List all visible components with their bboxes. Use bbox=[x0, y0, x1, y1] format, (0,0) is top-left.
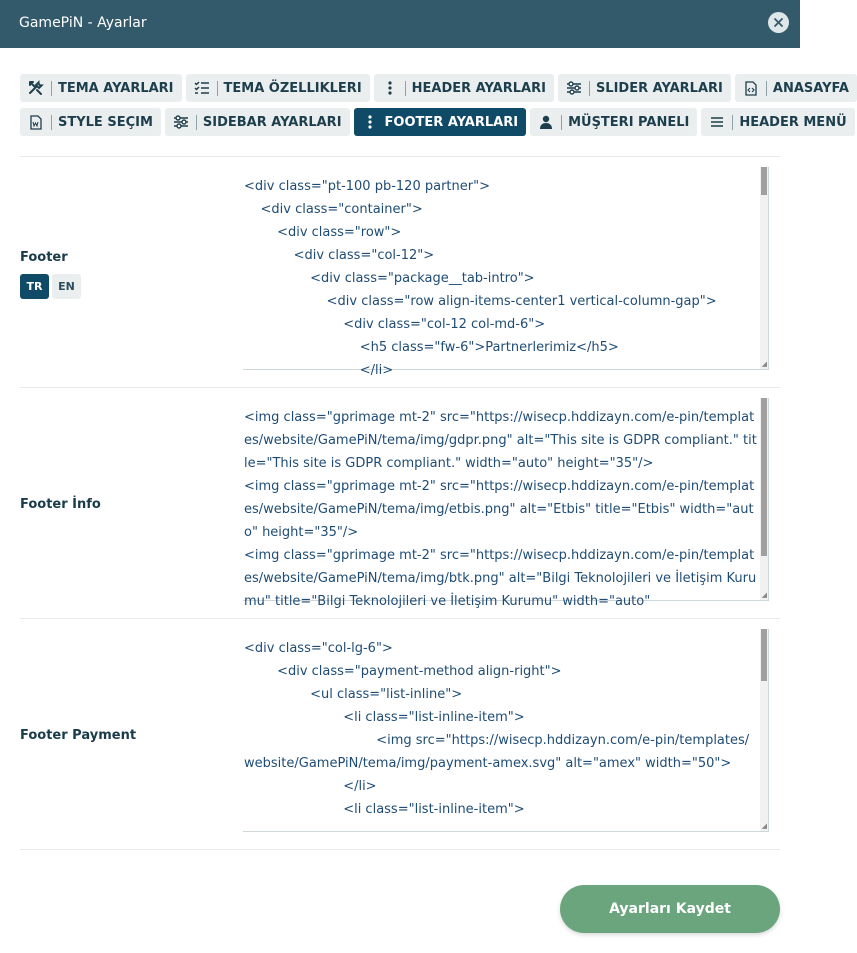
footer-info-textarea[interactable] bbox=[243, 398, 769, 609]
word-file-icon bbox=[27, 113, 45, 131]
footer-payment-code: <div class="col-lg-6"> <div class="payment-method align-right"> <ul class="list-inline"> <li class="list-inline-item"> <img src="https://wisecp.hddizayn.com/e-pin/templates/website/GamePiN/tema/img/payment-amex.svg" alt="amex" width="50"> </li> <li class="list-inline-item"> bbox=[244, 641, 750, 817]
tab-label: TEMA AYARLARI bbox=[58, 80, 174, 96]
scrollbar[interactable] bbox=[760, 167, 768, 369]
code-file-icon bbox=[742, 79, 760, 97]
tab-label: STYLE SEÇIM bbox=[58, 114, 153, 130]
tab-style-secim[interactable] bbox=[20, 108, 161, 136]
wrench-icon bbox=[27, 79, 45, 97]
divider bbox=[20, 618, 780, 619]
divider bbox=[20, 156, 780, 157]
divider bbox=[20, 849, 780, 850]
resize-grip-icon[interactable]: ◢ bbox=[761, 592, 767, 599]
lang-tr-button[interactable]: TR bbox=[20, 274, 49, 299]
resize-grip-icon[interactable]: ◢ bbox=[761, 361, 767, 368]
footer-info-code: <img class="gprimage mt-2" src="https://wisecp.hddizayn.com/e-pin/templates/website/GamePiN/tema/img/gdpr.png" alt="This site is GDPR compliant." title="This site is GDPR compliant." width="auto" height="35"/> <img class="gprimage mt-2" src="https://wisecp.hddizayn.com/e-pin/templates/website/GamePiN/tema/img/etbis.png" alt="Etbis" title="Etbis" width="auto" height="35"/> <img class="gprimage mt-2" src="https://wisecp.hddizayn.com/e-pin/templates/website/GamePiN/tema/img/btk.png" alt="Bilgi Teknolojileri ve İletişim Kurumu" title="Bilgi Teknolojileri ve İletişim Kurumu" width="auto" bbox=[244, 410, 757, 609]
footer-payment-textarea[interactable] bbox=[243, 629, 769, 832]
tab-label: HEADER MENÜ bbox=[739, 114, 847, 130]
tab-tema-ayarlari[interactable] bbox=[20, 74, 182, 102]
save-settings-button[interactable]: Ayarları Kaydet bbox=[560, 885, 780, 933]
tab-label: ANASAYFA bbox=[772, 80, 849, 96]
footer-textarea[interactable] bbox=[243, 167, 769, 378]
vertical-dots-icon bbox=[361, 113, 379, 131]
settings-tabs bbox=[20, 74, 849, 142]
tab-slider-ayarlari[interactable] bbox=[558, 74, 731, 102]
close-button[interactable] bbox=[768, 12, 789, 33]
tab-header-menu[interactable] bbox=[701, 108, 854, 136]
tab-label: HEADER AYARLARI bbox=[411, 80, 546, 96]
tab-label: SIDEBAR AYARLARI bbox=[202, 114, 342, 130]
tab-tema-ozellikleri[interactable] bbox=[186, 74, 370, 102]
divider bbox=[20, 387, 780, 388]
footer-payment-label: Footer Payment bbox=[20, 728, 137, 743]
lang-en-button[interactable]: EN bbox=[52, 274, 81, 299]
footer-info-label: Footer İnfo bbox=[20, 497, 101, 512]
window-titlebar bbox=[0, 0, 800, 48]
resize-grip-icon[interactable]: ◢ bbox=[761, 823, 767, 830]
scrollbar[interactable] bbox=[760, 629, 768, 831]
tab-footer-ayarlari[interactable] bbox=[354, 108, 527, 136]
tab-sidebar-ayarlari[interactable] bbox=[165, 108, 350, 136]
window-title: GamePiN - Ayarlar bbox=[19, 15, 147, 31]
tab-anasayfa[interactable] bbox=[735, 74, 857, 102]
user-icon bbox=[537, 113, 555, 131]
tab-label: MÜŞTERI PANELI bbox=[568, 114, 690, 130]
tab-label: FOOTER AYARLARI bbox=[384, 114, 519, 130]
scrollbar[interactable] bbox=[760, 398, 768, 600]
sliders-icon bbox=[565, 79, 583, 97]
checklist-icon bbox=[193, 79, 211, 97]
tab-musteri-paneli[interactable] bbox=[530, 108, 697, 136]
vertical-dots-icon bbox=[381, 79, 399, 97]
tab-header-ayarlari[interactable] bbox=[374, 74, 554, 102]
menu-icon bbox=[708, 113, 726, 131]
sliders-icon bbox=[172, 113, 190, 131]
language-switch bbox=[20, 274, 81, 299]
tab-label: TEMA ÖZELLIKLERI bbox=[223, 80, 362, 96]
tab-label: SLIDER AYARLARI bbox=[595, 80, 723, 96]
close-icon bbox=[774, 18, 783, 27]
footer-label: Footer bbox=[20, 250, 68, 265]
footer-code: <div class="pt-100 pb-120 partner"> <div class="container"> <div class="row"> <div class="col-12"> <div class="package__tab-intro"> <div class="row align-items-center1 vertical-column-gap"> <div class="col-12 col-md-6"> <h5 class="fw-6">Partnerlerimiz</h5> </li> bbox=[244, 179, 717, 378]
